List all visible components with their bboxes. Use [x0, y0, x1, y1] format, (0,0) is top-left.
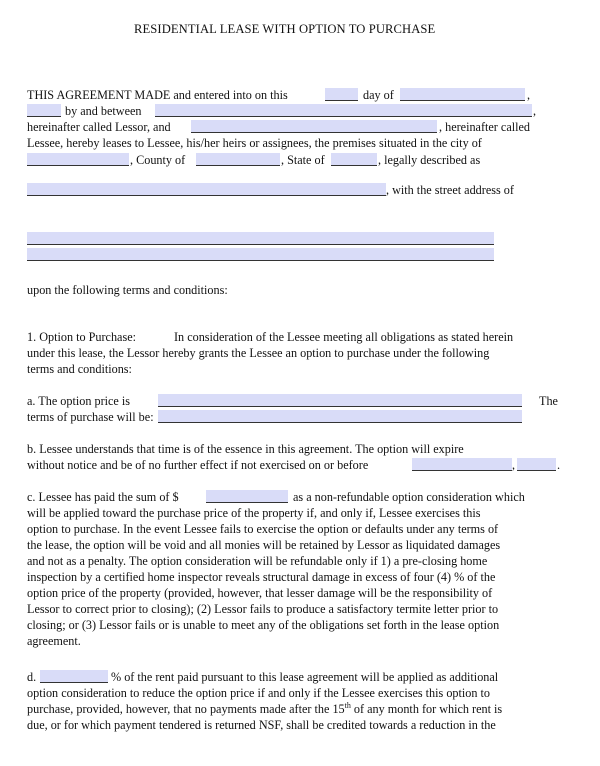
- clause-b-text: ,: [512, 458, 516, 472]
- section-text: terms and conditions:: [27, 362, 132, 376]
- clause-b-text: b. Lessee understands that time is of the essence in this agreement. The option will expire: [27, 442, 464, 456]
- clause-d-text: d.: [27, 670, 37, 684]
- clause-d-text: option consideration to reduce the option price if and only if the Lessee exercises this option to: [27, 686, 491, 700]
- day-field[interactable]: [325, 88, 358, 101]
- clause-c-text: as a non-refundable option consideration which: [293, 490, 525, 504]
- clause-d-text: due, or for which payment tendered is returned NSF, shall be credited towards a reduction in the: [27, 718, 496, 732]
- section-text: In consideration of the Lessee meeting all obligations as stated herein: [174, 330, 514, 344]
- clause-a-text: The: [539, 394, 558, 408]
- rent-percent-field[interactable]: [40, 670, 108, 683]
- intro-text: Lessee, hereby leases to Lessee, his/her heirs or assignees, the premises situated in the city of: [27, 136, 482, 150]
- intro-text: upon the following terms and conditions:: [27, 283, 228, 297]
- clause-c-text: and not as a penalty. The option consideration will be refundable only if 1) a pre-closing home: [27, 554, 488, 568]
- street-address-field-2[interactable]: [27, 248, 494, 261]
- intro-text: , County of: [130, 153, 186, 167]
- clause-c-text: will be applied toward the purchase price of the property if, and only if, Lessee exercises this: [27, 506, 481, 520]
- clause-c-text: agreement.: [27, 634, 81, 648]
- year-field[interactable]: [27, 104, 61, 117]
- intro-text: day of: [363, 88, 394, 102]
- intro-text: , State of: [281, 153, 325, 167]
- county-field[interactable]: [196, 153, 280, 166]
- lessor-name-field[interactable]: [155, 104, 532, 117]
- document-title: RESIDENTIAL LEASE WITH OPTION TO PURCHASE: [134, 22, 436, 36]
- street-address-field-1[interactable]: [27, 232, 494, 245]
- section-text: under this lease, the Lessor hereby grants the Lessee an option to purchase under the following: [27, 346, 490, 360]
- expiry-date-field[interactable]: [412, 458, 512, 471]
- intro-text: ,: [533, 104, 537, 118]
- clause-c-text: closing; or (3) Lessor fails or is unable to meet any of the obligations set forth in the lease option: [27, 618, 500, 632]
- option-sum-field[interactable]: [206, 490, 288, 503]
- intro-text: THIS AGREEMENT MADE and entered into on this: [27, 88, 288, 102]
- section-heading: 1. Option to Purchase:: [27, 330, 136, 344]
- clause-a-text: a. The option price is: [27, 394, 131, 408]
- expiry-year-field[interactable]: [517, 458, 556, 471]
- clause-c-text: the lease, the option will be void and all monies will be retained by Lessor as liquidated damages: [27, 538, 501, 552]
- intro-text: by and between: [65, 104, 142, 118]
- option-price-field[interactable]: [158, 394, 522, 407]
- clause-d-text: [27, 702, 502, 716]
- clause-d-text: % of the rent paid pursuant to this lease agreement will be applied as additional: [111, 670, 499, 684]
- clause-c-text: c. Lessee has paid the sum of $: [27, 490, 179, 504]
- legal-description-field[interactable]: [27, 183, 386, 196]
- intro-text: , legally described as: [378, 153, 481, 167]
- intro-text: hereinafter called Lessor, and: [27, 120, 171, 134]
- city-field[interactable]: [27, 153, 129, 166]
- intro-text: ,: [527, 88, 531, 102]
- clause-d-text-b: of any month for which rent is: [350, 702, 503, 716]
- terms-of-purchase-field[interactable]: [158, 410, 522, 423]
- clause-c-text: option to purchase. In the event Lessee fails to exercise the option or defaults under any terms of: [27, 522, 499, 536]
- intro-text: , hereinafter called: [439, 120, 531, 134]
- clause-c-text: Lessor to correct prior to closing); (2) Lessor fails to produce a satisfactory termite letter prior to: [27, 602, 499, 616]
- intro-text: , with the street address of: [386, 183, 514, 197]
- clause-c-text: inspection by a certified home inspector reveals structural damage in excess of four (4) % of the: [27, 570, 496, 584]
- ordinal-suffix: th: [344, 700, 351, 710]
- clause-d-text-a: purchase, provided, however, that no payments made after the 15: [27, 702, 345, 716]
- clause-a-text: terms of purchase will be:: [27, 410, 154, 424]
- month-field[interactable]: [400, 88, 525, 101]
- clause-c-text: option price of the property (provided, however, that lesser damage will be the responsibility of: [27, 586, 493, 600]
- state-field[interactable]: [331, 153, 377, 166]
- clause-b-text: without notice and be of no further effect if not exercised on or before: [27, 458, 369, 472]
- clause-b-text: .: [557, 458, 561, 472]
- lessee-name-field[interactable]: [191, 120, 437, 133]
